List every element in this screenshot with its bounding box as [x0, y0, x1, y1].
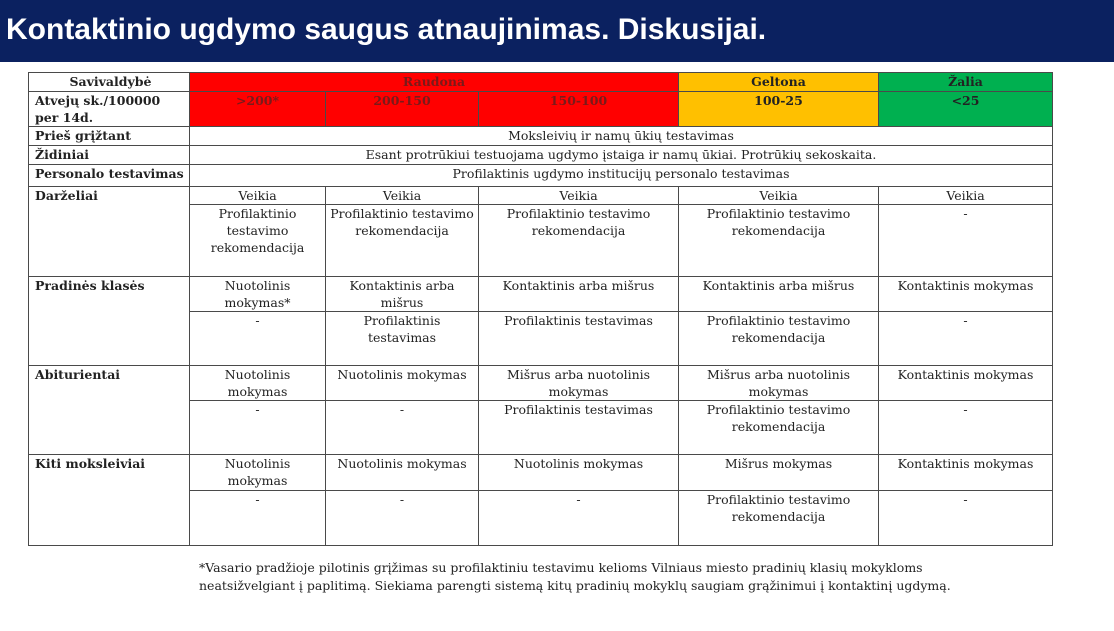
range-cell: >200* [190, 92, 326, 127]
table-cell: - [190, 491, 326, 546]
table-cell: Kontaktinis mokymas [879, 277, 1053, 312]
title-banner [0, 0, 1114, 62]
table-cell: - [879, 401, 1053, 455]
table-cell: Mišrus mokymas [679, 455, 879, 491]
row-label: Židiniai [29, 146, 190, 165]
table-cell: Profilaktinio testavimo rekomendacija [679, 312, 879, 366]
table-cell: Profilaktinio testavimo rekomendacija [679, 205, 879, 277]
range-cell: 100-25 [679, 92, 879, 127]
zone-red: Raudona [190, 73, 679, 92]
table-cell: Mišrus arba nuotolinis mokymas [679, 366, 879, 401]
general-row [29, 127, 1053, 146]
general-row [29, 146, 1053, 165]
table-cell: Profilaktinio testavimo rekomendacija [679, 491, 879, 546]
table-cell: Kontaktinis mokymas [879, 455, 1053, 491]
table-cell: Profilaktinio testavimo rekomendacija [326, 205, 479, 277]
municipality-label: Savivaldybė [29, 73, 190, 92]
table-cell: Mišrus arba nuotolinis mokymas [479, 366, 679, 401]
table-cell: - [879, 205, 1053, 277]
group-label: Darželiai [29, 187, 190, 277]
table-cell: - [190, 401, 326, 455]
table-cell: Profilaktinis testavimas [326, 312, 479, 366]
table-cell: Profilaktinio testavimo rekomendacija [679, 401, 879, 455]
table-cell: Nuotolinis mokymas [190, 366, 326, 401]
row-label: Personalo testavimas [29, 165, 190, 187]
table-cell: Veikia [190, 187, 326, 205]
table-cell: Profilaktinio testavimo rekomendacija [479, 205, 679, 277]
table-cell: Nuotolinis mokymas [479, 455, 679, 491]
table-cell: Nuotolinis mokymas* [190, 277, 326, 312]
table-cell: Nuotolinis mokymas [326, 455, 479, 491]
table-cell: Profilaktinio testavimo rekomendacija [190, 205, 326, 277]
table-cell: Kontaktinis mokymas [879, 366, 1053, 401]
cases-row [29, 92, 1053, 127]
zone-green: Žalia [879, 73, 1053, 92]
table-cell: - [326, 491, 479, 546]
table-cell: - [879, 312, 1053, 366]
table-cell: - [326, 401, 479, 455]
general-row-text: Moksleivių ir namų ūkių testavimas [190, 127, 1053, 146]
cases-label: Atvejų sk./100000 per 14d. [29, 92, 190, 127]
table-cell: Kontaktinis arba mišrus [479, 277, 679, 312]
zone-yellow: Geltona [679, 73, 879, 92]
group-row-mode [29, 366, 1053, 401]
group-label: Pradinės klasės [29, 277, 190, 366]
range-cell: 200-150 [326, 92, 479, 127]
table-cell: - [190, 312, 326, 366]
group-row-mode [29, 277, 1053, 312]
table-cell: Veikia [326, 187, 479, 205]
general-row-text: Esant protrūkiui testuojama ugdymo įstaiga ir namų ūkiai. Protrūkių sekoskaita. [190, 146, 1053, 165]
group-row-mode [29, 187, 1053, 205]
table-cell: Veikia [679, 187, 879, 205]
school-reopening-table [28, 72, 1053, 546]
group-label: Kiti moksleiviai [29, 455, 190, 546]
page-title: Kontaktinio ugdymo saugus atnaujinimas. Diskusijai. [6, 13, 767, 46]
row-label: Prieš grįžtant [29, 127, 190, 146]
table-cell: Veikia [879, 187, 1053, 205]
general-row-text: Profilaktinis ugdymo institucijų personalo testavimas [190, 165, 1053, 187]
table-cell: - [879, 491, 1053, 546]
table-cell: Kontaktinis arba mišrus [326, 277, 479, 312]
table-cell: Profilaktinis testavimas [479, 312, 679, 366]
table-cell: Profilaktinis testavimas [479, 401, 679, 455]
group-label: Abiturientai [29, 366, 190, 455]
table-cell: Kontaktinis arba mišrus [679, 277, 879, 312]
zone-header-row [29, 73, 1053, 92]
footnote: *Vasario pradžioje pilotinis grįžimas su profilaktiniu testavimu kelioms Vilniaus miesto pradinių klasių mokykloms neatsižvelgiant į paplitimą. Siekiama parengti sistemą kitų pradinių mokyklų saugiam grąžinimui į kontaktinį ugdymą. [199, 560, 951, 593]
table-cell: Nuotolinis mokymas [190, 455, 326, 491]
group-row-mode [29, 455, 1053, 491]
range-cell: 150-100 [479, 92, 679, 127]
range-cell: <25 [879, 92, 1053, 127]
table-cell: Nuotolinis mokymas [326, 366, 479, 401]
table-cell: - [479, 491, 679, 546]
table-cell: Veikia [479, 187, 679, 205]
general-row [29, 165, 1053, 187]
